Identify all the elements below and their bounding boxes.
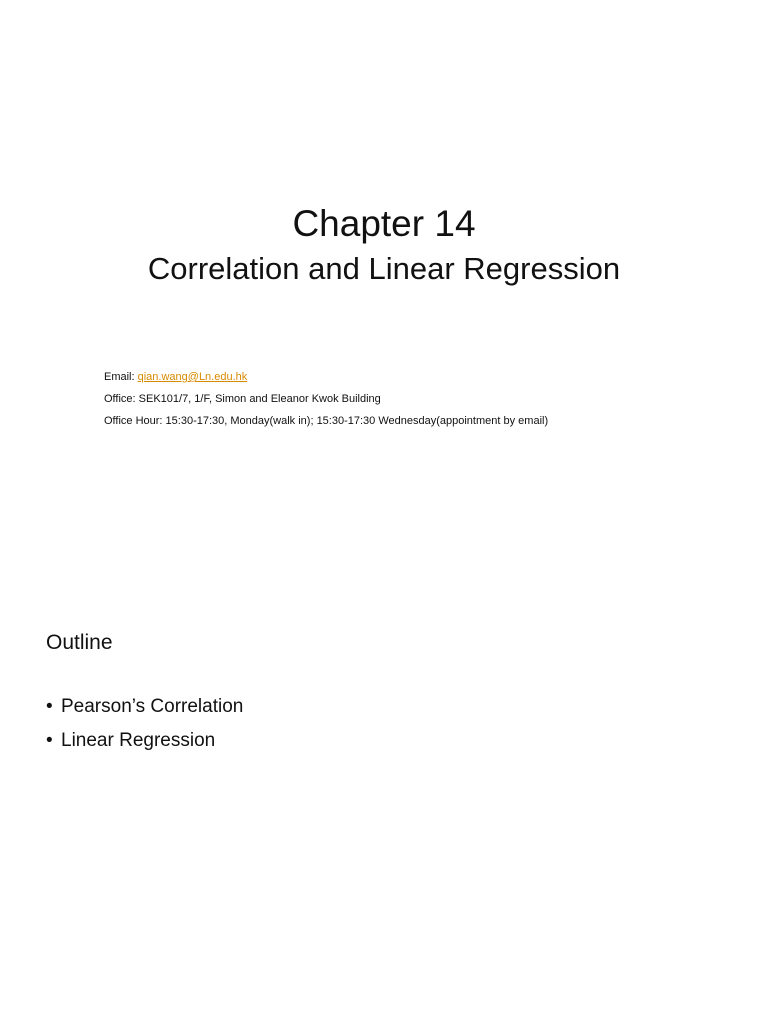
outline-list	[46, 690, 243, 758]
outline-item-label: Pearson’s Correlation	[61, 696, 244, 717]
outline-item-label: Linear Regression	[61, 730, 216, 751]
office-location: Office: SEK101/7, 1/F, Simon and Eleanor Kwok Building	[104, 393, 381, 405]
bullet-icon: •	[46, 696, 53, 717]
outline-heading: Outline	[46, 631, 113, 654]
contact-info	[104, 366, 548, 432]
email-row	[104, 366, 548, 388]
outline-item	[46, 724, 243, 758]
email-link[interactable]: qian.wang@Ln.edu.hk	[137, 371, 248, 383]
email-label: Email:	[104, 371, 138, 383]
outline-item	[46, 690, 243, 724]
bullet-icon: •	[46, 730, 53, 751]
chapter-subtitle: Correlation and Linear Regression	[147, 251, 621, 286]
office-hours: Office Hour: 15:30-17:30, Monday(walk in); 15:30-17:30 Wednesday(appointment by email)	[104, 415, 549, 427]
chapter-title: Chapter 14	[292, 203, 476, 244]
